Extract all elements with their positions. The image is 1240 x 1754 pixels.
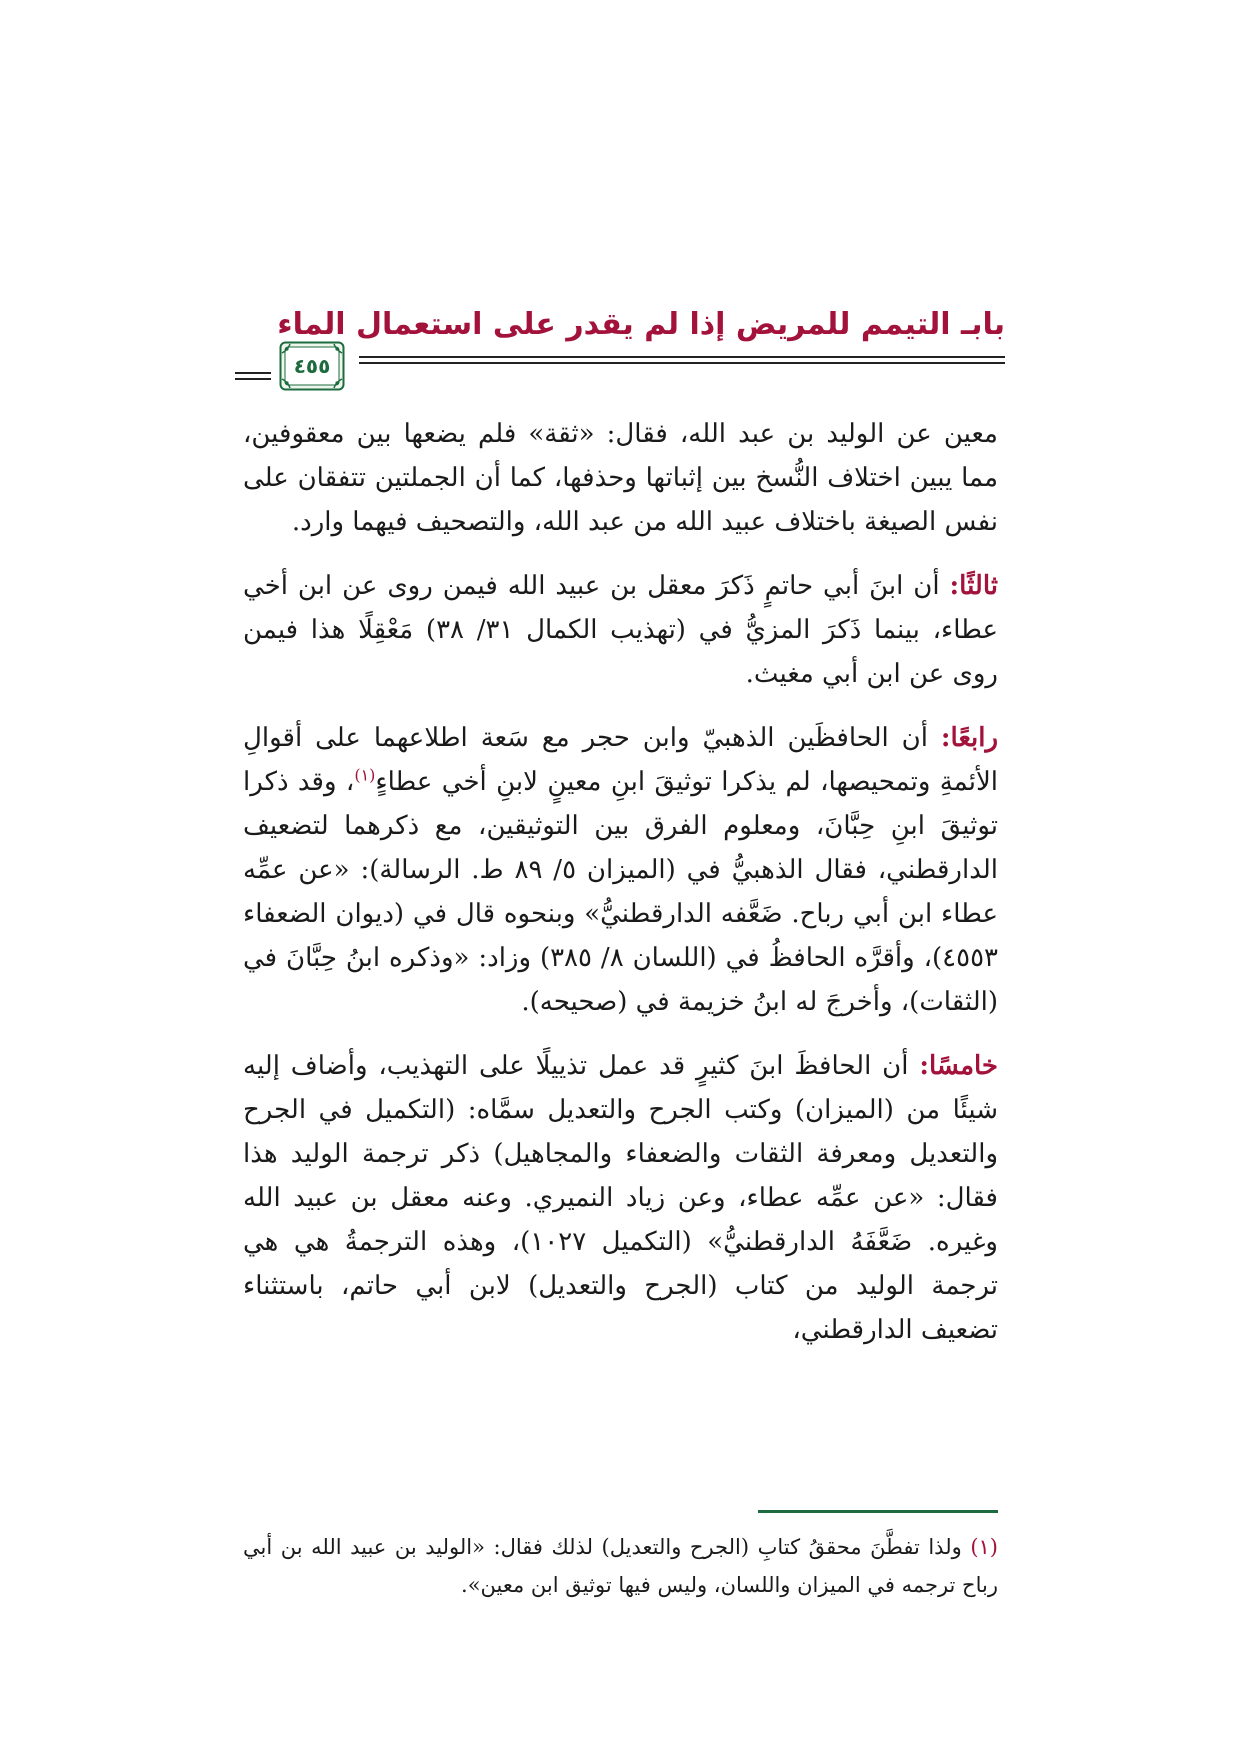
paragraph-continuation [243,412,998,544]
footnote-text: ولذا تفطَّنَ محققُ كتابِ (الجرح والتعديل) لذلك فقال: «الوليد بن عبيد الله بن أبي رباح ترجمه في الميزان واللسان، وليس فيها توثيق ابن معين». [243,1535,998,1597]
paragraph-text: أن الحافظَ ابنَ كثيرٍ قد عمل تذييلًا على التهذيب، وأضاف إليه شيئًا من (الميزان) وكتب الجرح والتعديل سمَّاه: (التكميل في الجرح والتعديل ومعرفة الثقات والضعفاء والمجاهيل) ذكر ترجمة الوليد هذا فقال: «عن عمِّه عطاء، وعن زياد النميري. وعنه معقل بن عبيد الله وغيره. ضَعَّفَهُ الدارقطنيُّ» (التكميل ١٠٢٧)، وهذه الترجمةُ هي هي ترجمة الوليد من كتاب (الجرح والتعديل) لابن أبي حاتم، باستثناء تضعيف الدارقطني، [243,1051,998,1345]
footnotes [243,1528,998,1604]
header-rule-bottom [359,362,1005,364]
chapter-title: بابـ التيمم للمريض إذا لم يقدر على استعمال الماء [277,307,1005,342]
paragraph-text: أن ابنَ أبي حاتمٍ ذَكرَ معقل بن عبيد الله فيمن روى عن ابن أخي عطاء، بينما ذَكرَ المزيُّ في (تهذيب الكمال ٣١/ ٣٨) مَعْقِلًا هذا فيمن روى عن ابن أبي مغيث. [243,571,998,689]
paragraph-text-continued: ، وقد ذكرا توثيقَ ابنِ حِبَّانَ، ومعلوم الفرق بين التوثيقين، مع ذكرهما لتضعيف الدارقطني، فقال الذهبيُّ في (الميزان ٥/ ٨٩ ط. الرسالة): «عن عمِّه عطاء ابن أبي رباح. ضَعَّفه الدارقطنيُّ» وبنحوه قال في (ديوان الضعفاء ٤٥٥٣)، وأقرَّه الحافظُ في (اللسان ٨/ ٣٨٥) وزاد: «وذكره ابنُ حِبَّانَ في (الثقات)، وأخرجَ له ابنُ خزيمة في (صحيحه). [243,767,998,1017]
header-rule-left-bottom [235,378,271,380]
header-rule-top [359,356,1005,358]
paragraph-text: معين عن الوليد بن عبد الله، فقال: «ثقة» فلم يضعها بين معقوفين، مما يبين اختلاف النُّسخ بين إثباتها وحذفها، كما أن الجملتين تتفقان على نفس الصيغة باختلاف عبيد الله من عبد الله، والتصحيف فيهما وارد. [243,419,998,537]
paragraph-rabian [243,716,998,1024]
footnote-number: (١) [970,1535,998,1559]
footnote-reference[interactable]: (١) [354,765,376,785]
header-rule-left-top [235,372,271,374]
main-text [243,412,998,1372]
page-number-badge [279,341,345,391]
page-header [235,307,1005,393]
paragraph-thalithan [243,564,998,696]
paragraph-label: خامسًا: [919,1051,998,1081]
footnote-item [243,1528,998,1604]
footnote-separator [758,1510,998,1513]
paragraph-khamisan [243,1044,998,1352]
page-number: ٤٥٥ [293,354,331,378]
paragraph-label: ثالثًا: [949,571,998,601]
paragraph-text: أن الحافظَين الذهبيّ وابن حجر مع سَعة اطلاعهما على أقوالِ الأئمةِ وتمحيصها، لم يذكرا توثيقَ ابنِ معينٍ لابنِ أخي عطاءٍ [243,723,999,797]
paragraph-label: رابعًا: [940,723,998,753]
